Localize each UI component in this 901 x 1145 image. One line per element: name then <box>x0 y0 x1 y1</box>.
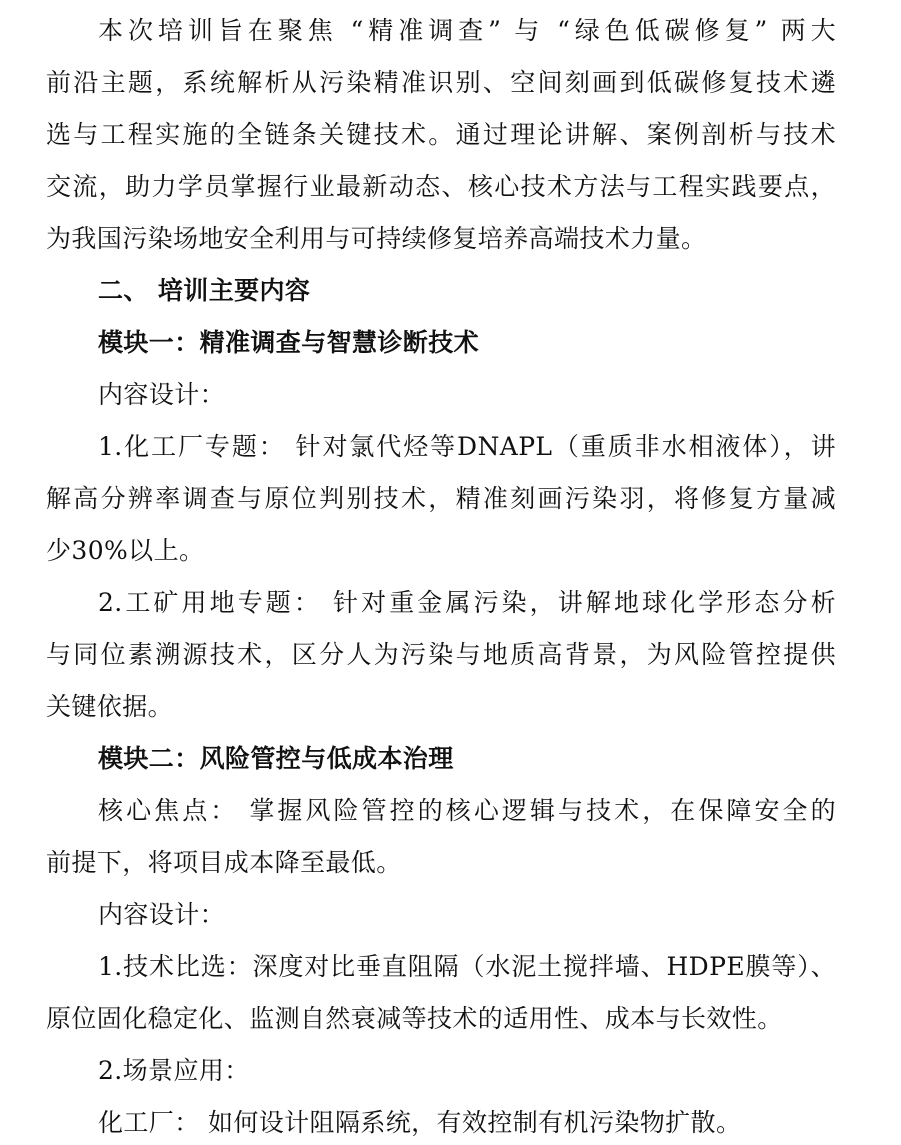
intro-line-5: 为我国污染场地安全利用与可持续修复培养高端技术力量。 <box>46 224 707 253</box>
module-2-item-1-line-1: 1.技术比选：深度对比垂直阻隔（水泥土搅拌墙、HDPE膜等）、 <box>98 952 836 981</box>
module-1-item-2-line-2: 与同位素溯源技术，区分人为污染与地质高背景，为风险管控提供 <box>46 640 836 669</box>
module-1-item-1-line-2: 解高分辨率调查与原位判别技术，精准刻画污染羽，将修复方量减 <box>46 484 836 513</box>
module-2-design-label: 内容设计： <box>98 900 226 929</box>
intro-line-1: 本次培训旨在聚焦 “精准调查” 与 “绿色低碳修复” 两大 <box>98 16 836 45</box>
intro-line-2: 前沿主题，系统解析从污染精准识别、空间刻画到低碳修复技术遴 <box>46 68 836 97</box>
module-2-item-1-line-2: 原位固化稳定化、监测自然衰减等技术的适用性、成本与长效性。 <box>46 1004 783 1033</box>
module-2-focus-line-2: 前提下，将项目成本降至最低。 <box>46 848 402 877</box>
module-1-design-label: 内容设计： <box>98 380 226 409</box>
module-1-item-2-line-1: 2.工矿用地专题： 针对重金属污染，讲解地球化学形态分析 <box>98 588 836 617</box>
module-2-focus-line-1: 核心焦点： 掌握风险管控的核心逻辑与技术，在保障安全的 <box>98 796 836 825</box>
module-2-item-2-label: 2.场景应用： <box>98 1056 250 1085</box>
intro-line-3: 选与工程实施的全链条关键技术。通过理论讲解、案例剖析与技术 <box>46 120 836 149</box>
module-2-chemical-plant-line: 化工厂： 如何设计阻隔系统，有效控制有机污染物扩散。 <box>98 1108 742 1137</box>
module-1-title: 模块一：精准调查与智慧诊断技术 <box>98 328 480 357</box>
intro-line-4: 交流，助力学员掌握行业最新动态、核心技术方法与工程实践要点， <box>46 172 836 201</box>
module-1-item-1-line-1: 1.化工厂专题： 针对氯代烃等DNAPL（重质非水相液体），讲 <box>98 432 836 461</box>
section-heading-training-content: 二、 培训主要内容 <box>98 276 311 305</box>
module-1-item-2-line-3: 关键依据。 <box>46 692 174 721</box>
module-1-item-1-line-3: 少30%以上。 <box>46 536 205 565</box>
module-2-title: 模块二：风险管控与低成本治理 <box>98 744 454 773</box>
